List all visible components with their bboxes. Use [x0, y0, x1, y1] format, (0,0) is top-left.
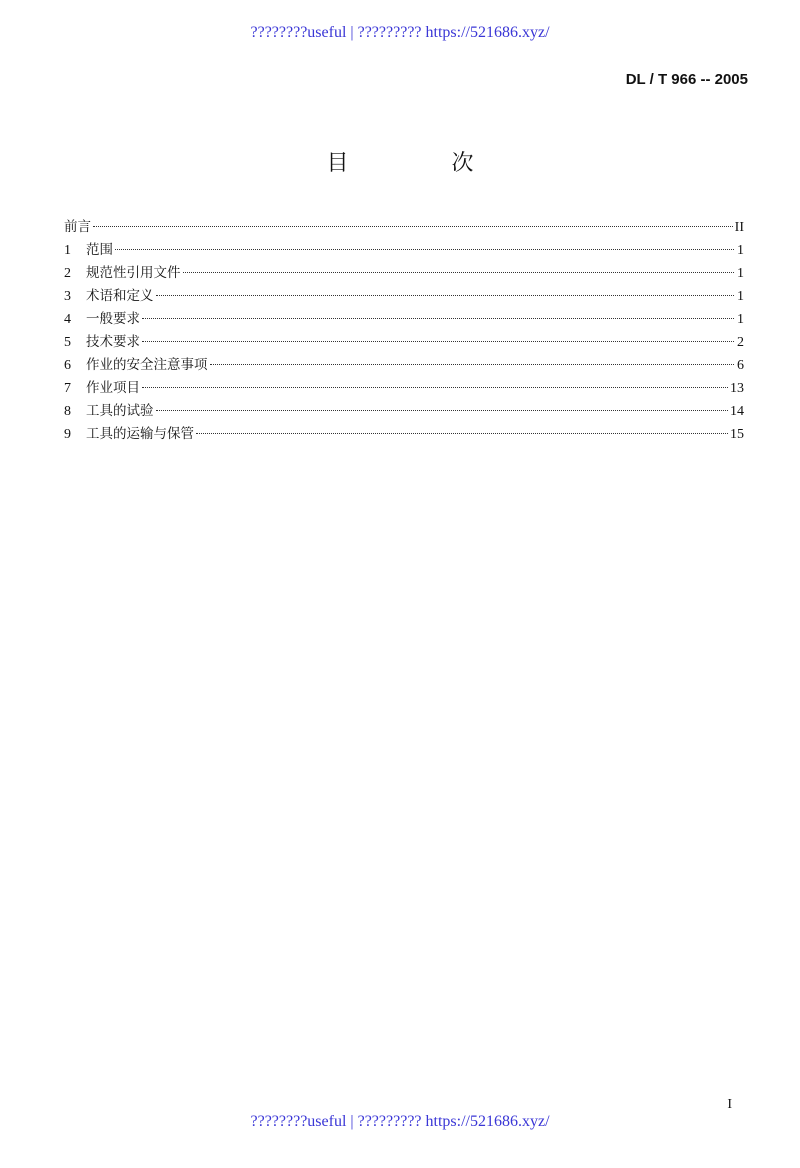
leader-dots [142, 318, 734, 319]
toc-entry-4[interactable] [64, 308, 744, 331]
toc-entry-page: 2 [737, 335, 744, 350]
toc-entry-number: 9 [64, 427, 71, 442]
leader-dots [142, 341, 734, 342]
watermark-bottom: ????????useful | ????????? https://521686.xyz/ [250, 1113, 550, 1130]
toc-entry-page: 6 [737, 358, 744, 373]
toc-entry-5[interactable] [64, 331, 744, 354]
toc-entry-page: 13 [730, 381, 744, 396]
leader-dots [183, 272, 735, 273]
toc-entry-title: 一般要求 [86, 311, 140, 327]
leader-dots [156, 295, 735, 296]
toc-entry-foreword[interactable] [64, 216, 744, 239]
toc-entry-title: 作业的安全注意事项 [86, 357, 208, 373]
toc-entry-page: 14 [730, 404, 744, 419]
leader-dots [210, 364, 735, 365]
toc-entry-title: 技术要求 [86, 334, 140, 350]
leader-dots [156, 410, 729, 411]
toc-entry-7[interactable] [64, 377, 744, 400]
toc-entry-8[interactable] [64, 400, 744, 423]
leader-dots [115, 249, 734, 250]
toc-entry-page: II [734, 220, 744, 235]
toc-entry-number: 7 [64, 381, 71, 396]
toc-entry-number: 6 [64, 358, 71, 373]
toc-entry-title: 术语和定义 [86, 288, 154, 304]
toc-entry-1[interactable] [64, 239, 744, 262]
toc-entry-number: 8 [64, 404, 71, 419]
toc-entry-title: 工具的试验 [86, 403, 154, 419]
toc-entry-title: 前言 [64, 219, 91, 235]
toc-entry-number: 4 [64, 312, 71, 327]
toc-entry-page: 1 [737, 243, 744, 258]
toc-title: 目 次 [326, 151, 522, 176]
watermark-top: ????????useful | ????????? https://521686.xyz/ [250, 24, 550, 41]
leader-dots [93, 226, 733, 227]
toc-entry-title: 范围 [86, 242, 113, 258]
toc-entry-number: 3 [64, 289, 71, 304]
standard-code: DL / T 966 -- 2005 [625, 71, 748, 88]
toc-entry-page: 1 [737, 312, 744, 327]
toc-entry-title: 工具的运输与保管 [86, 426, 194, 442]
toc-entry-3[interactable] [64, 285, 744, 308]
toc-entry-number: 5 [64, 335, 71, 350]
toc-entry-page: 1 [737, 289, 744, 304]
toc-entry-title: 规范性引用文件 [86, 265, 181, 281]
toc-entry-title: 作业项目 [86, 380, 140, 396]
toc-entry-2[interactable] [64, 262, 744, 285]
leader-dots [142, 387, 728, 388]
toc-entry-number: 1 [64, 243, 71, 258]
leader-dots [196, 433, 728, 434]
toc-entry-6[interactable] [64, 354, 744, 377]
toc-entry-page: 15 [730, 427, 744, 442]
page-number: I [727, 1097, 732, 1112]
toc-entry-page: 1 [737, 266, 744, 281]
toc-entry-9[interactable] [64, 423, 744, 446]
table-of-contents [64, 216, 744, 446]
toc-entry-number: 2 [64, 266, 71, 281]
